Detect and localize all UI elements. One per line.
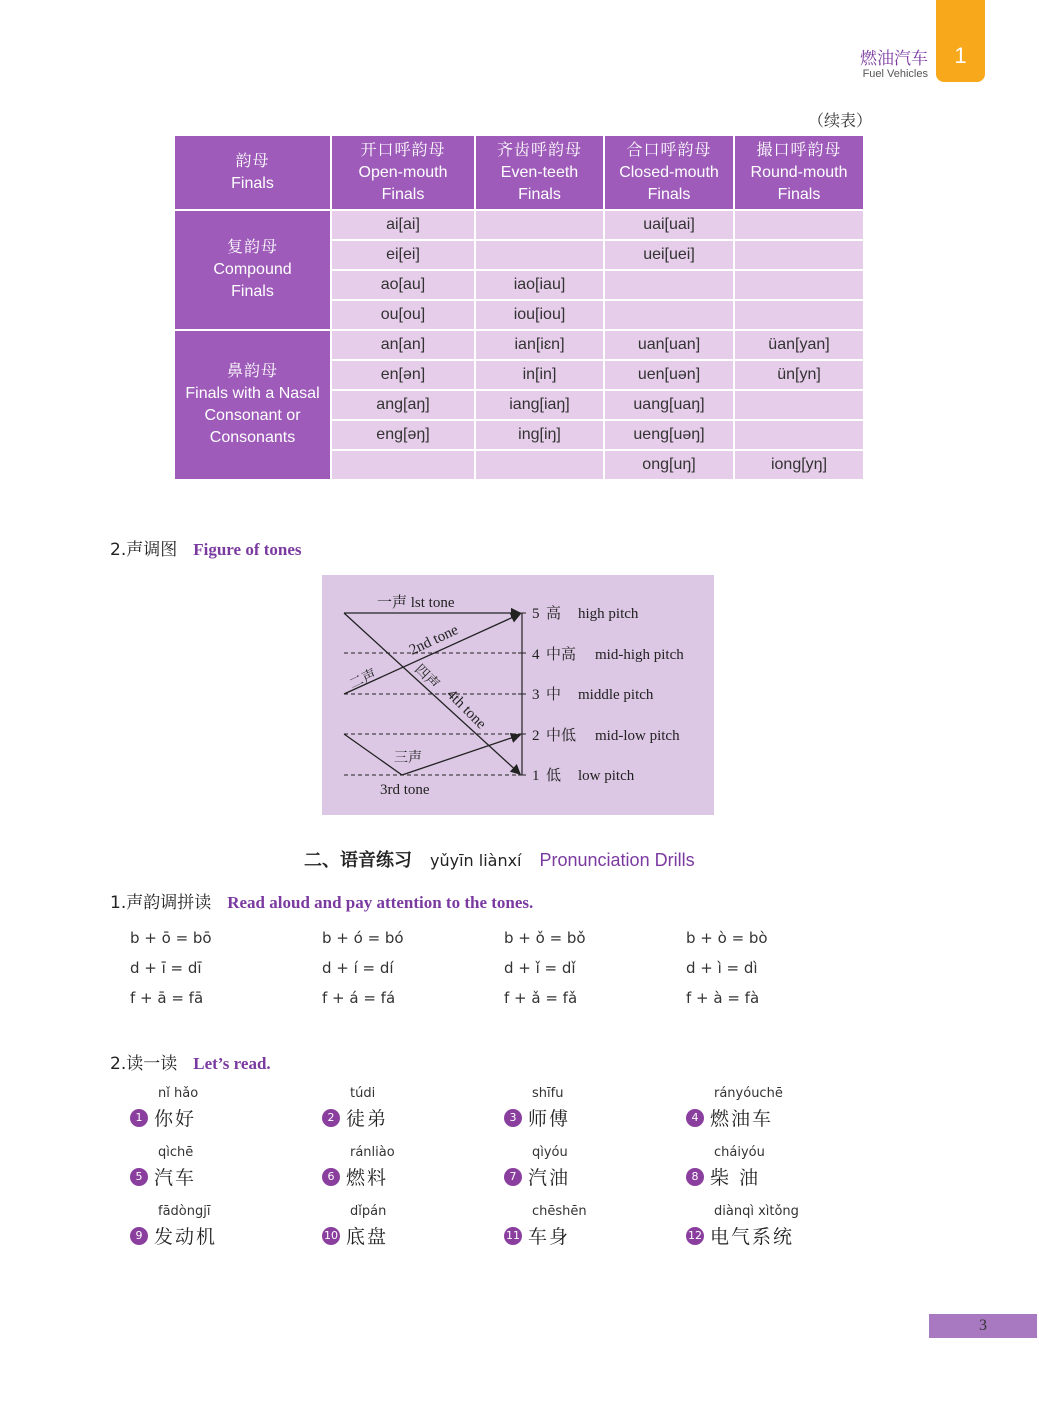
drill-section-heading: 1.声韵调拼读 Read aloud and pay attention to the tones. <box>110 893 534 913</box>
table-cell: uei[uei] <box>604 240 734 270</box>
pitch-level-cn: 中高 <box>546 647 577 663</box>
vocab-hanzi: 发动机 <box>154 1226 218 1248</box>
table-cell: an[an] <box>331 330 475 360</box>
table-cell <box>604 300 734 330</box>
vocab-hanzi: 徒弟 <box>346 1108 389 1130</box>
tone1-label: 一声 lst tone <box>377 595 455 611</box>
vocab-hanzi: 师傅 <box>528 1108 571 1130</box>
table-cell: ei[ei] <box>331 240 475 270</box>
vocab-hanzi: 车身 <box>528 1226 571 1248</box>
vocab-hanzi: 燃料 <box>346 1167 389 1189</box>
table-cell: iang[iaŋ] <box>475 390 604 420</box>
number-badge: 8 <box>686 1168 704 1186</box>
column-header-closed-mouth: 合口呼韵母 Closed-mouth Finals <box>604 135 734 210</box>
vocab-pinyin: qìchē <box>158 1145 194 1160</box>
vocab-item <box>686 1204 866 1249</box>
vocab-item <box>504 1145 684 1190</box>
vocab-hanzi: 汽油 <box>528 1167 571 1189</box>
tone-figure-svg <box>322 575 714 815</box>
section-two-title: 二、语音练习 yǔyīn liànxí Pronunciation Drills <box>304 850 695 870</box>
table-cell: in[in] <box>475 360 604 390</box>
pitch-level-value: 1 <box>532 768 540 784</box>
table-cell: ün[yn] <box>734 360 864 390</box>
table-cell: en[ən] <box>331 360 475 390</box>
table-cell: iao[iau] <box>475 270 604 300</box>
pitch-level-en: low pitch <box>578 768 635 784</box>
table-cell: üan[yan] <box>734 330 864 360</box>
vocab-pinyin: dǐpán <box>350 1204 387 1219</box>
table-cell: ong[uŋ] <box>604 450 734 480</box>
table-cell: ou[ou] <box>331 300 475 330</box>
tone4-en-label: 4th tone <box>443 686 489 733</box>
vocab-item <box>686 1145 866 1190</box>
tone3-en-label: 3rd tone <box>380 782 430 798</box>
pitch-level-en: middle pitch <box>578 687 654 703</box>
tone4-cn-label: 四声 <box>411 661 443 693</box>
number-badge: 3 <box>504 1109 522 1127</box>
pitch-level-value: 3 <box>532 687 540 703</box>
pitch-level-en: mid-low pitch <box>595 728 680 744</box>
tone2-cn-label: 二声 <box>346 666 380 693</box>
vocab-item <box>504 1086 684 1131</box>
vocab-hanzi: 电气系统 <box>710 1226 795 1248</box>
table-cell <box>734 270 864 300</box>
table-cell: ai[ai] <box>331 210 475 240</box>
number-badge: 7 <box>504 1168 522 1186</box>
vocab-hanzi: 柴 油 <box>710 1167 761 1189</box>
number-badge: 6 <box>322 1168 340 1186</box>
number-badge: 9 <box>130 1227 148 1245</box>
drill-item: f + ā = fā <box>130 989 204 1007</box>
drill-item: d + í = dí <box>322 959 394 977</box>
table-cell: uan[uan] <box>604 330 734 360</box>
table-cell <box>331 450 475 480</box>
vocab-hanzi: 燃油车 <box>710 1108 774 1130</box>
pitch-level-value: 5 <box>532 606 540 622</box>
page-number: 3 <box>929 1314 1037 1338</box>
table-cell: iong[yŋ] <box>734 450 864 480</box>
vocab-pinyin: nǐ hǎo <box>158 1086 199 1101</box>
drill-item: d + ī = dī <box>130 959 202 977</box>
pitch-level-cn: 中低 <box>546 728 577 744</box>
read-section-heading: 2.读一读 Let’s read. <box>110 1054 271 1074</box>
vocab-pinyin: cháiyóu <box>714 1145 765 1160</box>
table-cell <box>475 240 604 270</box>
drill-item: d + ì = dì <box>686 959 758 977</box>
column-header-even-teeth: 齐齿呼韵母 Even-teeth Finals <box>475 135 604 210</box>
table-cell <box>734 390 864 420</box>
vocab-pinyin: túdi <box>350 1086 376 1101</box>
table-cell <box>604 270 734 300</box>
tone-figure <box>322 575 714 815</box>
finals-table-header-row <box>174 135 864 210</box>
vocab-pinyin: shīfu <box>532 1086 564 1101</box>
vocab-item <box>130 1086 310 1131</box>
table-cell: uai[uai] <box>604 210 734 240</box>
number-badge: 5 <box>130 1168 148 1186</box>
table-row <box>174 210 864 240</box>
table-row <box>174 330 864 360</box>
vocab-pinyin: ránliào <box>350 1145 395 1160</box>
drill-item: b + ò = bò <box>686 929 768 947</box>
drill-item: b + ǒ = bǒ <box>504 929 586 947</box>
vocab-pinyin: chēshēn <box>532 1204 587 1219</box>
tone3-contour <box>344 734 520 775</box>
number-badge: 11 <box>504 1227 522 1245</box>
table-cell <box>734 210 864 240</box>
chapter-title-en: Fuel Vehicles <box>862 68 928 80</box>
table-cell: uen[uən] <box>604 360 734 390</box>
pitch-level-cn: 中 <box>546 687 562 703</box>
drill-item: d + ǐ = dǐ <box>504 959 576 977</box>
pitch-level-cn: 低 <box>546 768 562 784</box>
table-cell <box>475 210 604 240</box>
row-header-compound-finals: 复韵母 Compound Finals <box>174 210 331 330</box>
pitch-level-en: mid-high pitch <box>595 647 684 663</box>
figure-section-heading: 2.声调图 Figure of tones <box>110 540 302 560</box>
tone2-en-label: 2nd tone <box>406 622 461 659</box>
continuation-note: （续表） <box>808 113 873 130</box>
number-badge: 12 <box>686 1227 704 1245</box>
pitch-level-cn: 高 <box>546 606 562 622</box>
table-cell <box>734 300 864 330</box>
table-cell: uang[uaŋ] <box>604 390 734 420</box>
vocab-item <box>130 1145 310 1190</box>
tone3-cn-label: 三声 <box>394 750 422 766</box>
drill-item: f + ǎ = fǎ <box>504 989 578 1007</box>
vocab-item <box>504 1204 684 1249</box>
table-cell <box>734 420 864 450</box>
vocab-hanzi: 底盘 <box>346 1226 389 1248</box>
table-cell <box>475 450 604 480</box>
vocab-item <box>322 1145 502 1190</box>
column-header-open-mouth: 开口呼韵母 Open-mouth Finals <box>331 135 475 210</box>
vocab-item <box>686 1086 866 1131</box>
table-cell: ao[au] <box>331 270 475 300</box>
drill-item: b + ō = bō <box>130 929 212 947</box>
pitch-level-value: 4 <box>532 647 540 663</box>
chapter-number-tab: 1 <box>936 0 985 82</box>
finals-table <box>173 134 865 481</box>
column-header-round-mouth: 撮口呼韵母 Round-mouth Finals <box>734 135 864 210</box>
table-cell: ing[iŋ] <box>475 420 604 450</box>
vocab-hanzi: 你好 <box>154 1108 197 1130</box>
drill-item: f + á = fá <box>322 989 396 1007</box>
table-cell <box>734 240 864 270</box>
vocab-pinyin: diànqì xìtǒng <box>714 1204 799 1219</box>
table-cell: iou[iou] <box>475 300 604 330</box>
number-badge: 4 <box>686 1109 704 1127</box>
number-badge: 2 <box>322 1109 340 1127</box>
drill-item: f + à = fà <box>686 989 760 1007</box>
pitch-level-en: high pitch <box>578 606 639 622</box>
vocab-item <box>130 1204 310 1249</box>
pitch-level-value: 2 <box>532 728 540 744</box>
vocab-pinyin: fādòngjī <box>158 1204 211 1219</box>
table-cell: ian[iɛn] <box>475 330 604 360</box>
vocab-hanzi: 汽车 <box>154 1167 197 1189</box>
vocab-item <box>322 1204 502 1249</box>
vocab-pinyin: qìyóu <box>532 1145 568 1160</box>
drill-item: b + ó = bó <box>322 929 404 947</box>
chapter-title-cn: 燃油汽车 <box>860 49 928 68</box>
table-cell: ang[aŋ] <box>331 390 475 420</box>
vocab-item <box>322 1086 502 1131</box>
table-cell: ueng[uəŋ] <box>604 420 734 450</box>
number-badge: 1 <box>130 1109 148 1127</box>
number-badge: 10 <box>322 1227 340 1245</box>
row-header-nasal-finals: 鼻韵母 Finals with a Nasal Consonant or Consonants <box>174 330 331 480</box>
table-corner-header: 韵母 Finals <box>174 135 331 210</box>
vocab-pinyin: rányóuchē <box>714 1086 783 1101</box>
table-cell: eng[əŋ] <box>331 420 475 450</box>
